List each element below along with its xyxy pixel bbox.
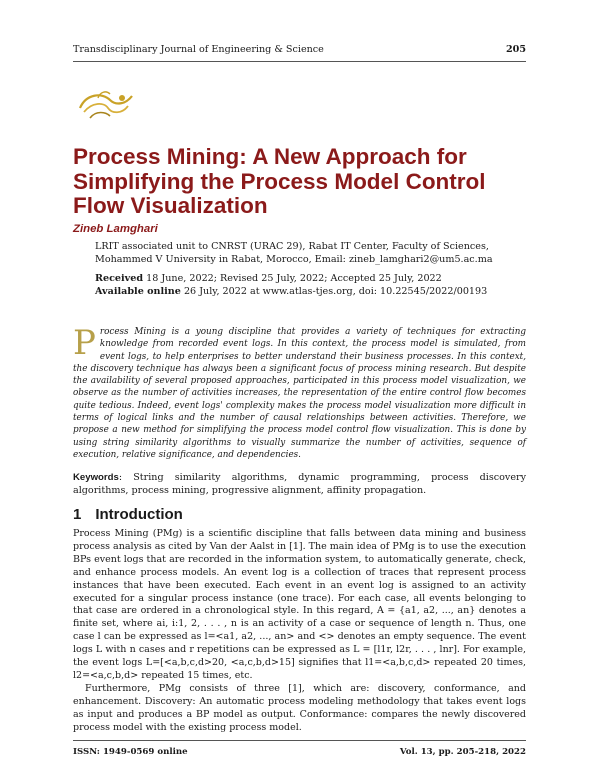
- keywords: [73, 471, 526, 497]
- keywords-text: : String similarity algorithms, dynamic programming, process discovery algorithms, process mining, progressive alignment, affinity propagation.: [73, 472, 526, 496]
- abstract: [73, 323, 526, 461]
- footer-divider: [73, 740, 526, 741]
- running-header-journal: Transdisciplinary Journal of Engineering & Science: [73, 44, 324, 55]
- body-paragraph: Process Mining (PMg) is a scientific discipline that falls between data mining and business process analysis as cited by Van der Aalst in [1]. The main idea of PMg is to use the execution BPs event logs that are recorded in the information system, to automatically generate, check, and enhance process models. An event log is a collection of traces that represent process instances that have been executed. Each event in an event log is assigned to an activity executed for a singular process instance (one trace). For each case, all events belonging to that case are ordered in a chronological style. In this regard, A = {a1, a2, ..., an} denotes a finite set, where ai, i:1, 2, . . . , n is an activity of a case or sequence of length n. Thus, one case l can be expressed as l=<a1, a2, ..., an> and <> denotes an empty sequence. The event logs L with n cases and r repetitions can be expressed as L = [l1r, l2r, . . . , lnr]. For example, the event logs L=[<a,b,c,d>20, <a,c,b,d>15] signifies that l1=<a,b,c,d> repeated 20 times, l2=<a,c,b,d> repeated 15 times, etc.: [73, 528, 526, 681]
- header-divider: [73, 61, 526, 62]
- author-name: Zineb Lamghari: [73, 223, 158, 235]
- footer-volume: Vol. 13, pp. 205-218, 2022: [399, 747, 526, 757]
- paper-title: Process Mining: A New Approach for Simplifying the Process Model Control Flow Visualization: [73, 144, 486, 218]
- article-dates: [95, 272, 530, 299]
- footer-issn: ISSN: 1949-0569 online: [73, 747, 188, 757]
- keywords-label: Keywords: [73, 472, 119, 483]
- abstract-text: rocess Mining is a young discipline that provides a variety of techniques for extracting knowledge from recorded event logs. In this context, the process model is simulated, from event logs, to help enterprises to better understand their business processes. In this context, the discovery technique has always been a significant focus of process mining research. But despite the availability of several proposed approaches, participated in this process model visualization, we observe as the number of activities increases, the representation of the entire control flow becomes quite tedious. Indeed, event logs' complexity makes the process model visualization more difficult in terms of logical links and the number of causal relationships between activities. Therefore, we propose a new method for simplifying the process model control flow visualization. This is done by using string similarity algorithms to visually summarize the number of activities, sequence of execution, relative significance, and dependencies.: [73, 327, 526, 460]
- received-label: Received: [95, 273, 144, 284]
- body-text: [73, 528, 526, 735]
- online-info: 26 July, 2022 at www.atlas-tjes.org, doi: 10.22545/2022/00193: [183, 286, 488, 298]
- abstract-dropcap: P: [73, 323, 96, 363]
- online-label: Available online: [95, 286, 181, 298]
- section-number: 1: [73, 506, 82, 523]
- author-affiliation: LRIT associated unit to CNRST (URAC 29), Rabat IT Center, Faculty of Sciences, Mohammed V University in Rabat, Morocco, Email: zineb_lamghari2@um5.ac.ma: [95, 241, 493, 265]
- body-paragraph: Furthermore, PMg consists of three [1], which are: discovery, conformance, and enhancement. Discovery: An automatic process modeling methodology that takes event logs as input and produces a BP model as output. Conformance: compares the newly discovered process model with the existing process model.: [73, 682, 526, 733]
- page-number: 205: [505, 44, 526, 55]
- section-title: Introduction: [95, 506, 183, 523]
- received-dates: 18 June, 2022; Revised 25 July, 2022; Accepted 25 July, 2022: [146, 273, 442, 284]
- section-heading: [73, 506, 183, 523]
- journal-logo-icon: [76, 88, 136, 124]
